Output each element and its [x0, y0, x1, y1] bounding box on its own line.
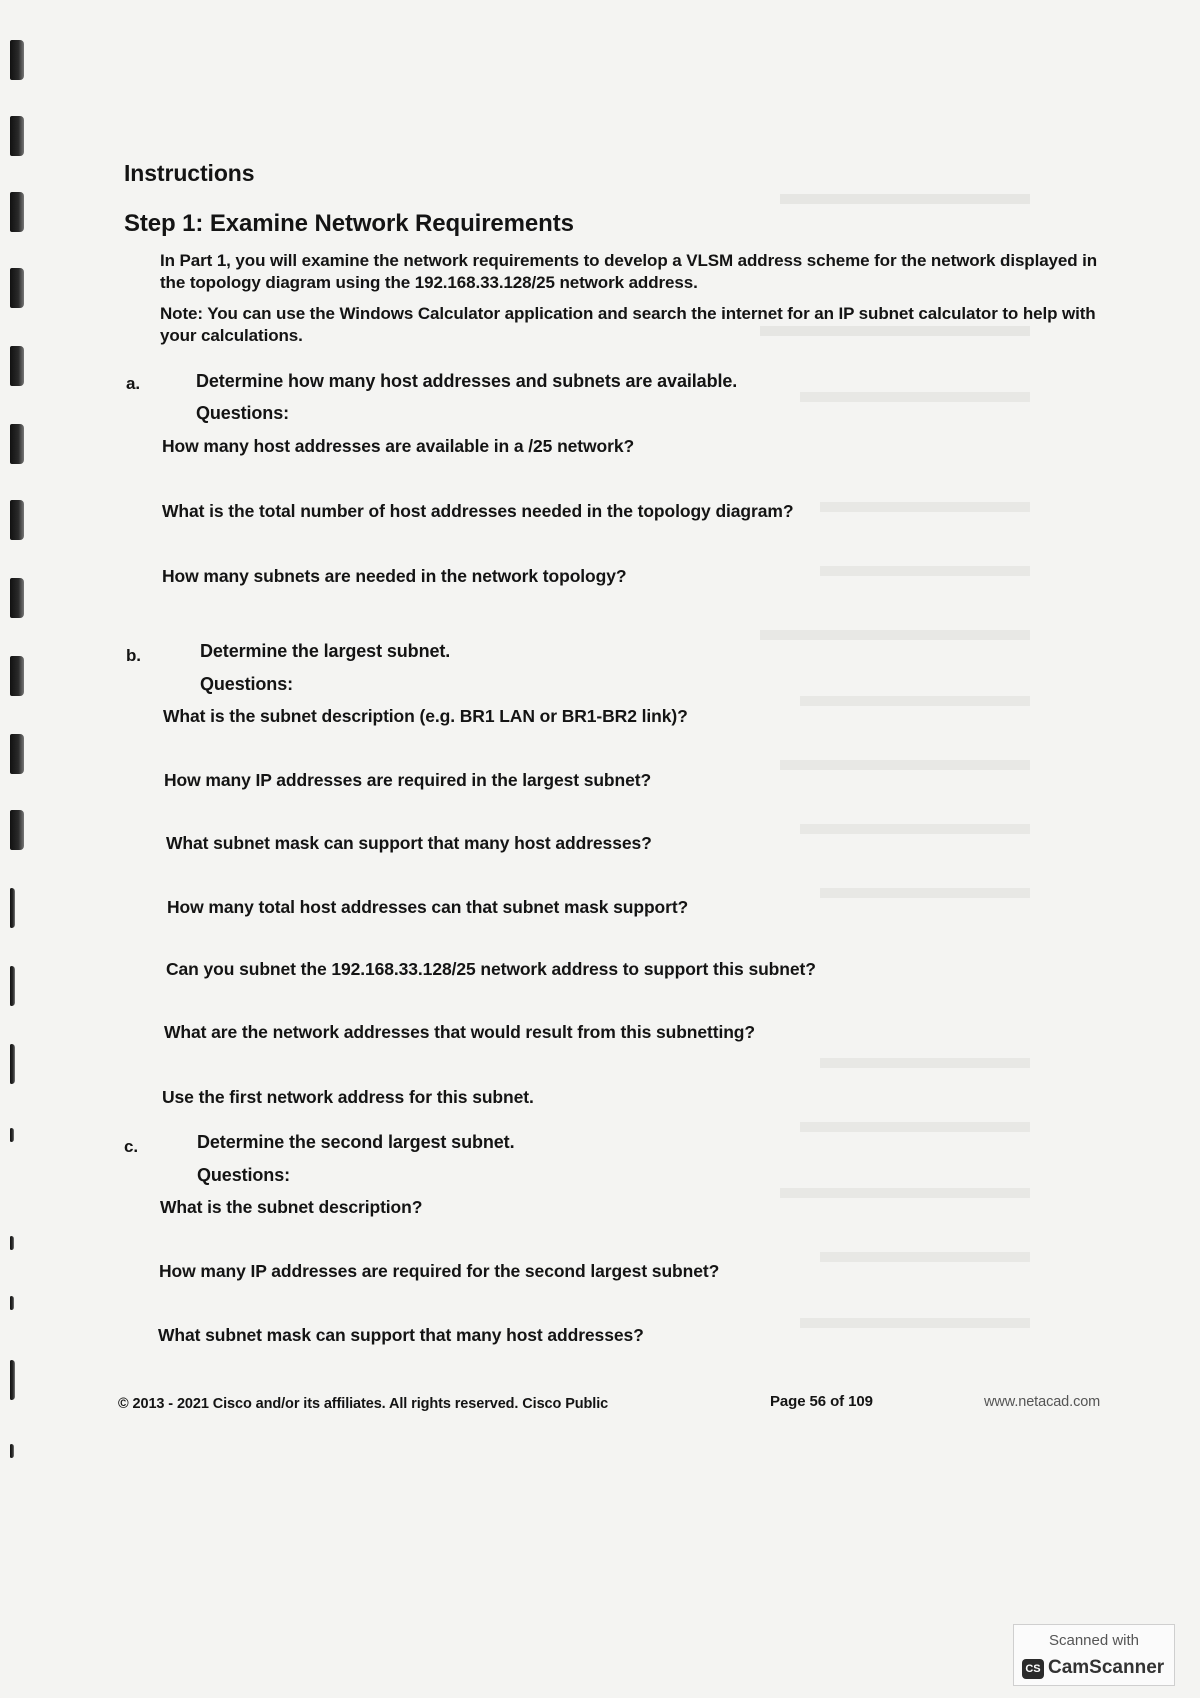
section-b-title: Determine the largest subnet.	[200, 641, 451, 661]
binding-hole	[10, 1128, 14, 1142]
page-heading: Instructions	[124, 160, 255, 186]
binding-hole	[10, 888, 15, 928]
question: Can you subnet the 192.168.33.128/25 network address to support this subnet?	[166, 959, 816, 979]
footer-page-number: Page 56 of 109	[770, 1393, 873, 1410]
question: How many IP addresses are required for the second largest subnet?	[159, 1261, 720, 1281]
binding-hole	[10, 1360, 15, 1400]
bleed-through-line	[760, 630, 1030, 640]
bleed-through-line	[800, 1122, 1030, 1132]
question: What are the network addresses that would result from this subnetting?	[164, 1022, 755, 1042]
binding-hole	[10, 1236, 14, 1250]
bleed-through-line	[820, 888, 1030, 898]
binding-hole	[10, 1444, 14, 1458]
binding-hole	[10, 810, 24, 850]
question: What is the subnet description (e.g. BR1 LAN or BR1-BR2 link)?	[163, 706, 688, 726]
bleed-through-line	[820, 1252, 1030, 1262]
bleed-through-line	[780, 1188, 1030, 1198]
note-paragraph	[160, 303, 1110, 347]
binding-hole	[10, 424, 24, 464]
watermark-caption: Scanned with	[1048, 1632, 1140, 1649]
binding-hole	[10, 656, 24, 696]
binding-hole	[10, 734, 24, 774]
question: What is the subnet description?	[160, 1197, 423, 1217]
section-c-questions-label: Questions:	[197, 1165, 291, 1185]
question: How many IP addresses are required in the largest subnet?	[164, 770, 652, 790]
bleed-through-line	[800, 824, 1030, 834]
step-title: Step 1: Examine Network Requirements	[124, 210, 574, 237]
bleed-through-line	[820, 1058, 1030, 1068]
question: What subnet mask can support that many host addresses?	[166, 833, 652, 853]
binding-hole	[10, 346, 24, 386]
binding-hole	[10, 116, 24, 156]
binding-hole	[10, 1044, 15, 1084]
camscanner-logo-icon: CS	[1022, 1659, 1044, 1679]
note-label: Note:	[160, 304, 203, 323]
section-b-questions-label: Questions:	[200, 674, 294, 694]
question: Use the first network address for this subnet.	[162, 1087, 534, 1107]
binding-hole	[10, 268, 24, 308]
question: What subnet mask can support that many host addresses?	[158, 1325, 644, 1345]
binding-hole	[10, 192, 24, 232]
bleed-through-line	[800, 1318, 1030, 1328]
section-a-questions-label: Questions:	[196, 403, 290, 423]
bleed-through-line	[780, 194, 1030, 204]
binding-hole	[10, 966, 15, 1006]
question: How many host addresses are available in a /25 network?	[162, 436, 635, 456]
binding-hole	[10, 1296, 14, 1310]
watermark-brand: CamScanner	[1048, 1657, 1165, 1678]
binding-holes	[0, 0, 40, 1500]
binding-hole	[10, 500, 24, 540]
bleed-through-line	[800, 392, 1030, 402]
section-c-title: Determine the second largest subnet.	[197, 1132, 515, 1152]
question: What is the total number of host addresses needed in the topology diagram?	[162, 501, 794, 521]
footer-copyright: © 2013 - 2021 Cisco and/or its affiliates. All rights reserved. Cisco Public	[118, 1396, 609, 1412]
bleed-through-line	[800, 696, 1030, 706]
footer-url: www.netacad.com	[984, 1394, 1101, 1410]
question: How many total host addresses can that subnet mask support?	[167, 897, 689, 917]
bleed-through-line	[780, 760, 1030, 770]
question: How many subnets are needed in the network topology?	[162, 566, 627, 586]
section-c-letter: c.	[124, 1137, 138, 1156]
binding-hole	[10, 578, 24, 618]
camscanner-watermark	[1013, 1624, 1175, 1686]
section-a-title: Determine how many host addresses and subnets are available.	[196, 371, 738, 391]
bleed-through-line	[820, 566, 1030, 576]
bleed-through-line	[820, 502, 1030, 512]
note-text: You can use the Windows Calculator application and search the internet for an IP subnet calculator to help with your calculations.	[160, 304, 1096, 345]
section-b-letter: b.	[126, 646, 141, 665]
section-a-letter: a.	[126, 374, 140, 393]
binding-hole	[10, 40, 24, 80]
intro-paragraph: In Part 1, you will examine the network requirements to develop a VLSM address scheme for the network displayed in the topology diagram using the 192.168.33.128/25 network address.	[160, 251, 1098, 292]
